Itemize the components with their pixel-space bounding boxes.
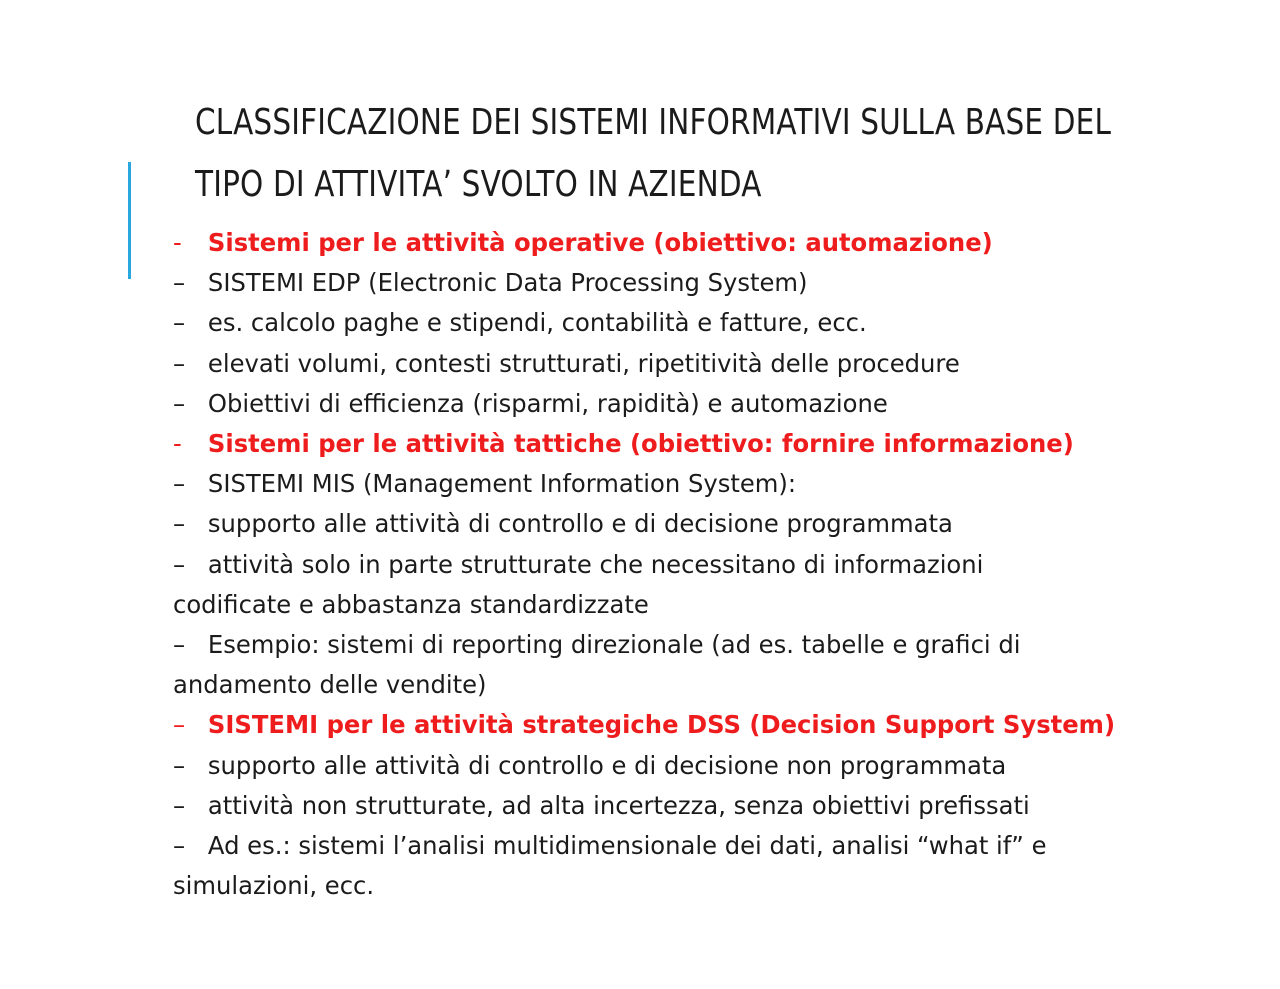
list-item: [173, 705, 1201, 745]
bullet-marker: –: [173, 268, 186, 298]
bullet-marker: –: [173, 831, 186, 861]
list-item-continuation: simulazioni, ecc.: [173, 871, 375, 901]
bullet-text: Obiettivi di efficienza (risparmi, rapidità) e automazione: [207, 388, 888, 418]
list-item: [173, 303, 1201, 343]
slide-title-line-1: CLASSIFICAZIONE DEI SISTEMI INFORMATIVI SULLA BASE DEL: [195, 102, 1112, 143]
accent-bar: [128, 162, 131, 279]
bullet-marker: –: [173, 549, 186, 579]
bullet-marker: –: [173, 710, 186, 740]
bullet-text: Ad es.: sistemi l’analisi multidimensionale dei dati, analisi “what if” e: [207, 831, 1047, 861]
list-item: [173, 786, 1201, 826]
list-item: [173, 545, 1201, 585]
bullet-text: SISTEMI EDP (Electronic Data Processing System): [207, 268, 808, 298]
bullet-text: supporto alle attività di controllo e di decisione non programmata: [207, 750, 1007, 780]
bullet-text: attività solo in parte strutturate che necessitano di informazioni: [207, 549, 984, 579]
bullet-marker: –: [173, 308, 186, 338]
bullet-text: elevati volumi, contesti strutturati, ripetitività delle procedure: [207, 348, 960, 378]
list-item: [173, 746, 1201, 786]
bullet-marker: –: [173, 388, 186, 418]
list-item: [173, 424, 1201, 464]
bullet-text: attività non strutturate, ad alta incertezza, senza obiettivi prefissati: [207, 790, 1030, 820]
bullet-text: es. calcolo paghe e stipendi, contabilità e fatture, ecc.: [207, 308, 867, 338]
bullet-marker: –: [173, 469, 186, 499]
slide-title-line-2: TIPO DI ATTIVITA’ SVOLTO IN AZIENDA: [195, 164, 762, 205]
bullet-text: supporto alle attività di controllo e di decisione programmata: [207, 509, 953, 539]
bullet-text: Sistemi per le attività tattiche (obiettivo: fornire informazione): [207, 429, 1074, 459]
bullet-marker: -: [173, 429, 182, 459]
bullet-text: Esempio: sistemi di reporting direzionale (ad es. tabelle e grafici di: [207, 630, 1021, 660]
bullet-text: SISTEMI MIS (Management Information System):: [207, 469, 797, 499]
bullet-text: Sistemi per le attività operative (obiettivo: automazione): [207, 228, 993, 257]
list-item: [173, 464, 1201, 504]
bullet-marker: -: [173, 228, 182, 257]
bullet-marker: –: [173, 348, 186, 378]
bullet-marker: –: [173, 750, 186, 780]
slide-title: [195, 92, 1112, 216]
list-item: [173, 344, 1201, 384]
bullet-text: SISTEMI per le attività strategiche DSS (Decision Support System): [207, 710, 1116, 740]
bullet-marker: –: [173, 790, 186, 820]
bullet-marker: –: [173, 509, 186, 539]
list-item: [173, 826, 1201, 866]
list-item: [173, 625, 1201, 665]
list-item-continuation: andamento delle vendite): [173, 670, 487, 700]
list-item-continuation: codificate e abbastanza standardizzate: [173, 589, 649, 619]
bullet-marker: –: [173, 630, 186, 660]
list-item: [173, 504, 1201, 544]
list-item: [173, 223, 1201, 263]
list-item: [173, 263, 1201, 303]
list-item: [173, 384, 1201, 424]
bullet-list: [173, 223, 1233, 906]
